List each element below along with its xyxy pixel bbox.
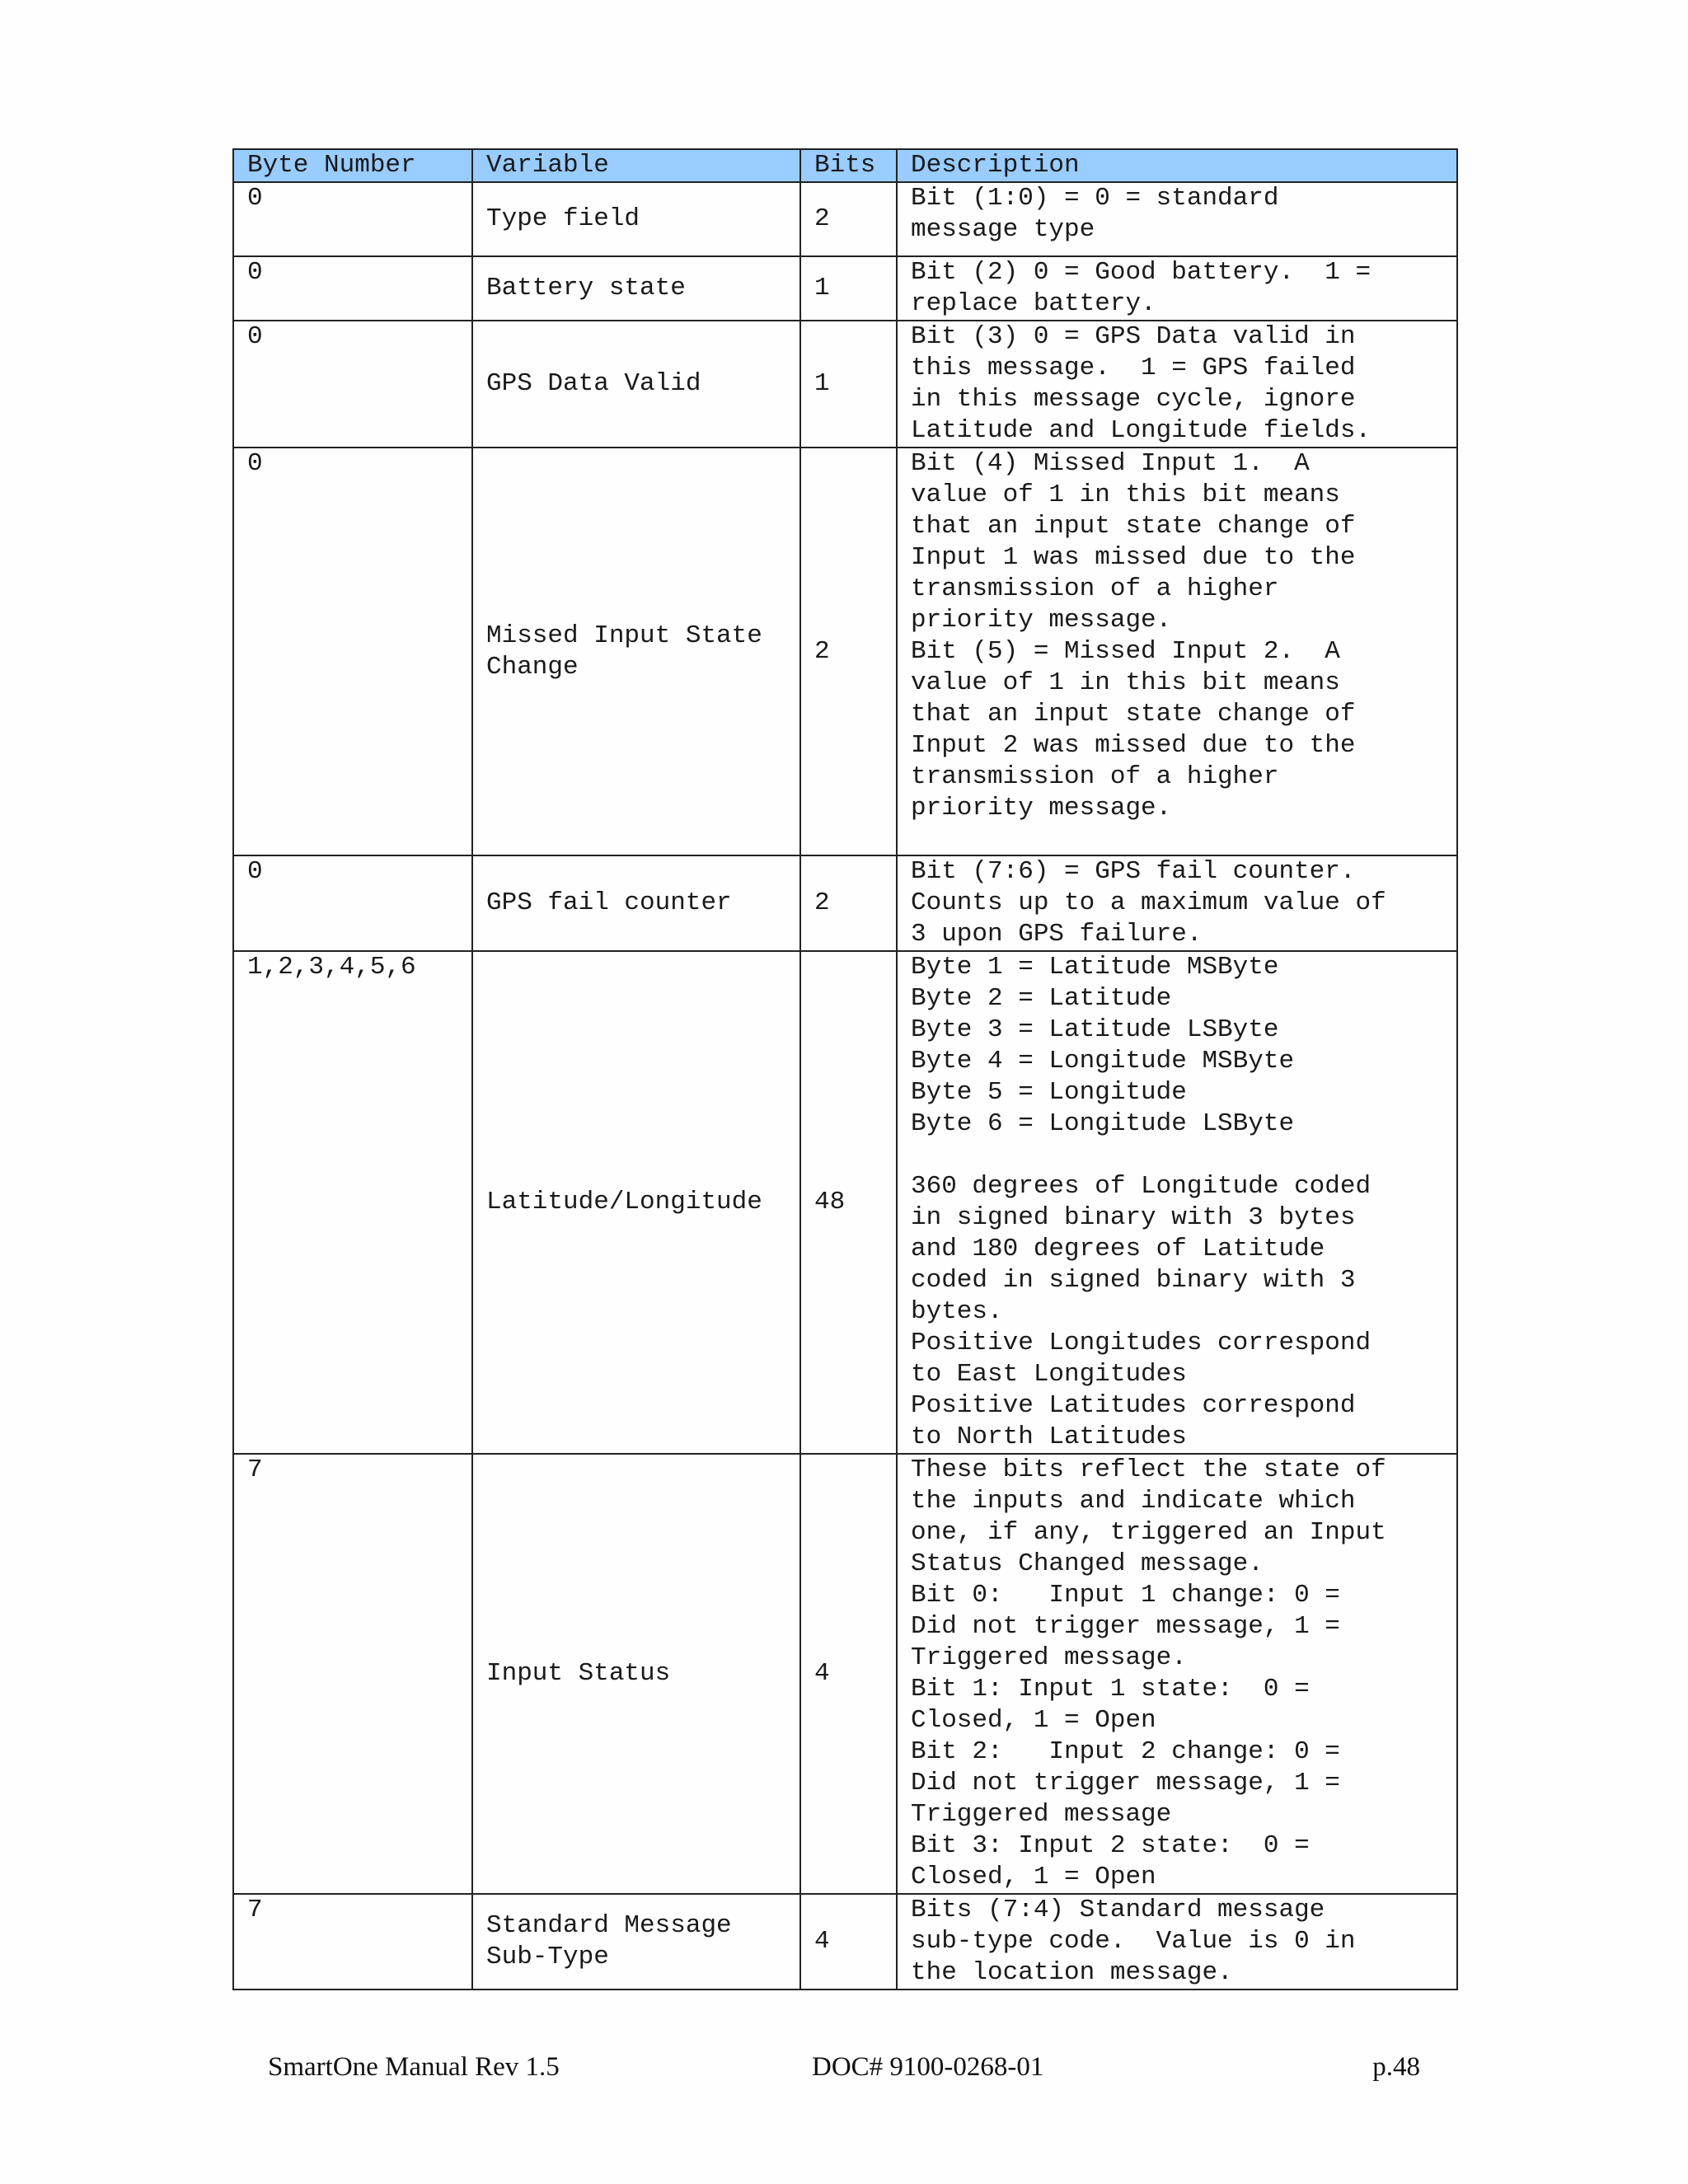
header-byte-number: Byte Number	[233, 149, 472, 182]
cell-byte: 1,2,3,4,5,6	[233, 951, 472, 1454]
page-footer	[268, 2052, 1420, 2088]
cell-bits: 1	[800, 321, 897, 448]
table-row	[233, 1894, 1457, 1990]
cell-bits: 2	[800, 182, 897, 256]
cell-bits: 1	[800, 256, 897, 321]
cell-description: Bit (3) 0 = GPS Data valid in this message. 1 = GPS failed in this message cycle, ignore Latitude and Longitude fields.	[897, 321, 1457, 448]
table-row	[233, 448, 1457, 855]
cell-variable: Latitude/Longitude	[472, 951, 800, 1454]
table-row	[233, 855, 1457, 951]
cell-variable: Input Status	[472, 1454, 800, 1894]
table-row	[233, 256, 1457, 321]
header-variable: Variable	[472, 149, 800, 182]
cell-variable: Battery state	[472, 256, 800, 321]
header-bits: Bits	[800, 149, 897, 182]
header-description: Description	[897, 149, 1457, 182]
cell-variable: GPS fail counter	[472, 855, 800, 951]
cell-description: Bit (4) Missed Input 1. A value of 1 in this bit means that an input state change of Input 1 was missed due to the transmission of a higher priority message. Bit (5) = Missed Input 2. A value of 1 in this bit means that an input state change of Input 2 was missed due to the transmission of a higher priority message.	[897, 448, 1457, 855]
cell-description: These bits reflect the state of the inputs and indicate which one, if any, triggered an Input Status Changed message. Bit 0: Input 1 change: 0 = Did not trigger message, 1 = Triggered message. Bit 1: Input 1 state: 0 = Closed, 1 = Open Bit 2: Input 2 change: 0 = Did not trigger message, 1 = Triggered message Bit 3: Input 2 state: 0 = Closed, 1 = Open	[897, 1454, 1457, 1894]
cell-description: Bit (1:0) = 0 = standard message type	[897, 182, 1457, 256]
cell-variable: GPS Data Valid	[472, 321, 800, 448]
footer-doc-number: DOC# 9100-0268-01	[812, 2052, 1044, 2082]
footer-page-number: p.48	[1372, 2052, 1420, 2082]
cell-description: Bits (7:4) Standard message sub-type code. Value is 0 in the location message.	[897, 1894, 1457, 1990]
table-row	[233, 951, 1457, 1454]
table-header-row	[233, 149, 1457, 182]
cell-description: Byte 1 = Latitude MSByte Byte 2 = Latitude Byte 3 = Latitude LSByte Byte 4 = Longitude MSByte Byte 5 = Longitude Byte 6 = Longitude LSByte 360 degrees of Longitude coded in signed binary with 3 bytes and 180 degrees of Latitude coded in signed binary with 3 bytes. Positive Longitudes correspond to East Longitudes Positive Latitudes correspond to North Latitudes	[897, 951, 1457, 1454]
cell-byte: 0	[233, 448, 472, 855]
message-format-table	[232, 148, 1458, 1990]
cell-byte: 7	[233, 1454, 472, 1894]
cell-variable: Missed Input State Change	[472, 448, 800, 855]
cell-byte: 7	[233, 1894, 472, 1990]
cell-bits: 2	[800, 448, 897, 855]
cell-bits: 2	[800, 855, 897, 951]
cell-description: Bit (2) 0 = Good battery. 1 = replace battery.	[897, 256, 1457, 321]
footer-manual-title: SmartOne Manual Rev 1.5	[268, 2052, 560, 2082]
cell-bits: 4	[800, 1894, 897, 1990]
cell-variable: Standard Message Sub-Type	[472, 1894, 800, 1990]
cell-byte: 0	[233, 321, 472, 448]
table-row	[233, 321, 1457, 448]
cell-byte: 0	[233, 182, 472, 256]
table-row	[233, 182, 1457, 256]
cell-bits: 4	[800, 1454, 897, 1894]
cell-byte: 0	[233, 855, 472, 951]
cell-byte: 0	[233, 256, 472, 321]
cell-variable: Type field	[472, 182, 800, 256]
cell-description: Bit (7:6) = GPS fail counter. Counts up to a maximum value of 3 upon GPS failure.	[897, 855, 1457, 951]
cell-bits: 48	[800, 951, 897, 1454]
table-row	[233, 1454, 1457, 1894]
